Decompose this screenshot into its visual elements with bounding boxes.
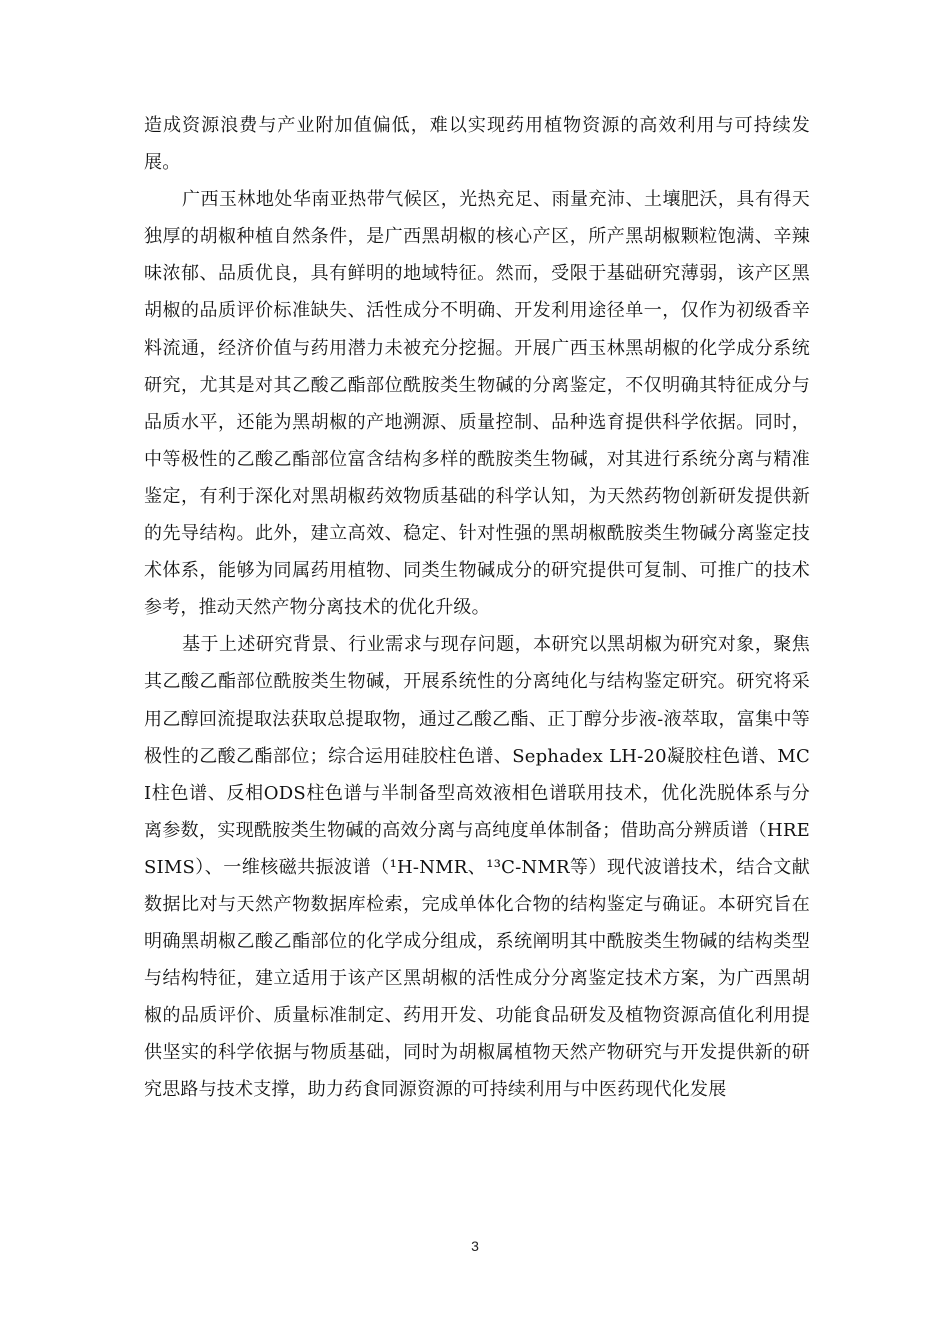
page-number: 3 xyxy=(471,1238,479,1254)
paragraph-research-significance: 广西玉林地处华南亚热带气候区，光热充足、雨量充沛、土壤肥沃，具有得天独厚的胡椒种植自然条件，是广西黑胡椒的核心产区，所产黑胡椒颗粒饱满、辛辣味浓郁、品质优良，具有鲜明的地域特征。然而，受限于基础研究薄弱，该产区黑胡椒的品质评价标准缺失、活性成分不明确、开发利用途径单一，仅作为初级香辛料流通，经济价值与药用潜力未被充分挖掘。开展广西玉林黑胡椒的化学成分系统研究，尤其是对其乙酸乙酯部位酰胺类生物碱的分离鉴定，不仅明确其特征成分与品质水平，还能为黑胡椒的产地溯源、质量控制、品种选育提供科学依据。同时，中等极性的乙酸乙酯部位富含结构多样的酰胺类生物碱，对其进行系统分离与精准鉴定，有利于深化对黑胡椒药效物质基础的科学认知，为天然药物创新研发提供新的先导结构。此外，建立高效、稳定、针对性强的黑胡椒酰胺类生物碱分离鉴定技术体系，能够为同属药用植物、同类生物碱成分的研究提供可复制、可推广的技术参考，推动天然产物分离技术的优化升级。 xyxy=(144,189,810,619)
paragraph-research-plan: 基于上述研究背景、行业需求与现存问题，本研究以黑胡椒为研究对象，聚焦其乙酸乙酯部位酰胺类生物碱，开展系统性的分离纯化与结构鉴定研究。研究将采用乙醇回流提取法获取总提取物，通过乙酸乙酯、正丁醇分步液-液萃取，富集中等极性的乙酸乙酯部位；综合运用硅胶柱色谱、Sephadex LH-20凝胶柱色谱、MCI柱色谱、反相ODS柱色谱与半制备型高效液相色谱联用技术，优化洗脱体系与分离参数，实现酰胺类生物碱的高效分离与高纯度单体制备；借助高分辨质谱（HRESIMS）、一维核磁共振波谱（¹H-NMR、¹³C-NMR等）现代波谱技术，结合文献数据比对与天然产物数据库检索，完成单体化合物的结构鉴定与确证。本研究旨在明确黑胡椒乙酸乙酯部位的化学成分组成，系统阐明其中酰胺类生物碱的结构类型与结构特征，建立适用于该产区黑胡椒的活性成分分离鉴定技术方案，为广西黑胡椒的品质评价、质量标准制定、药用开发、功能食品研发及植物资源高值化利用提供坚实的科学依据与物质基础，同时为胡椒属植物天然产物研究与开发提供新的研究思路与技术支撑，助力药食同源资源的可持续利用与中医药现代化发展 xyxy=(144,634,810,1101)
paragraph-continued: 造成资源浪费与产业附加值偏低，难以实现药用植物资源的高效利用与可持续发展。 xyxy=(144,115,810,174)
document-body xyxy=(144,107,810,1109)
